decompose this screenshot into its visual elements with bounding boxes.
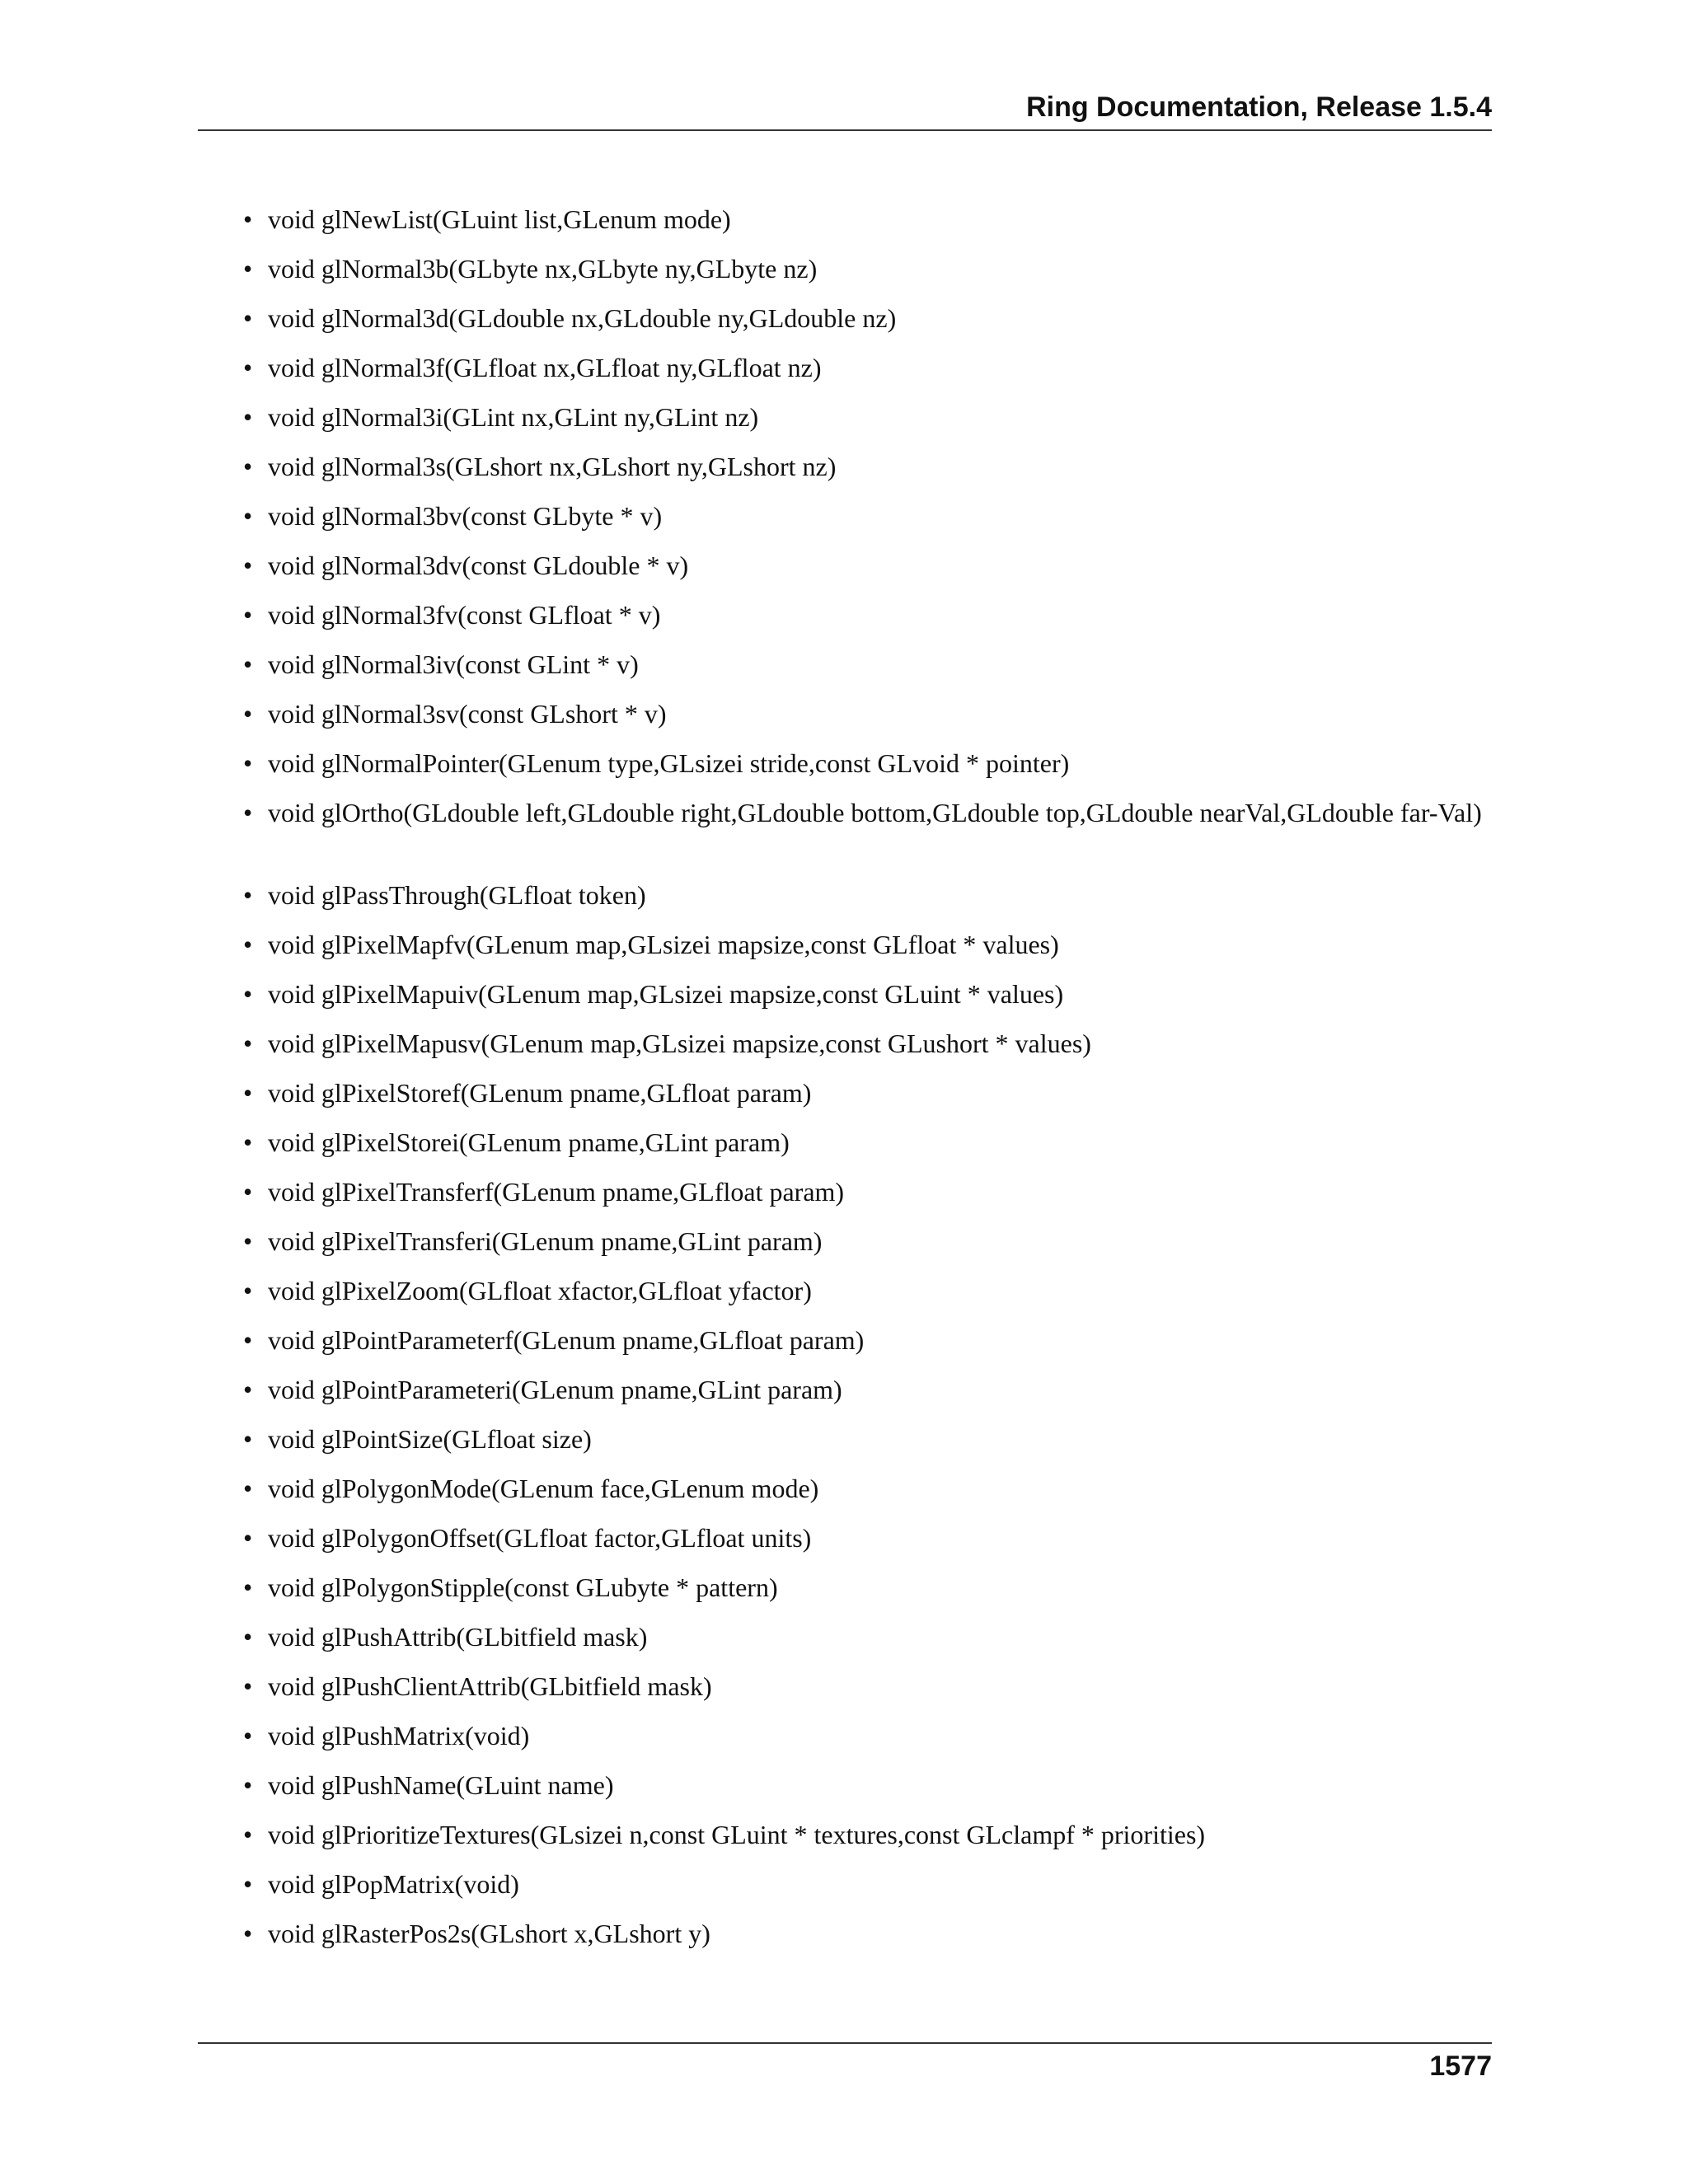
bullet-icon: •: [243, 1671, 253, 1701]
list-item: [243, 1225, 1492, 1258]
list-item: [243, 450, 1492, 483]
bullet-icon: •: [243, 501, 253, 531]
bullet-icon: •: [243, 748, 253, 778]
list-item: [243, 1126, 1492, 1159]
list-item: [243, 1521, 1492, 1554]
bullet-icon: •: [243, 1622, 253, 1652]
list-item: [243, 1571, 1492, 1604]
function-signature: void glPixelZoom(GLfloat xfactor,GLfloat yfactor): [268, 1276, 812, 1305]
page-number: 1577: [1429, 2050, 1492, 2082]
bullet-icon: •: [243, 1523, 253, 1553]
bullet-icon: •: [243, 699, 253, 729]
list-item: [243, 1620, 1492, 1653]
bullet-icon: •: [243, 1276, 253, 1305]
list-item: [243, 1175, 1492, 1208]
function-signature: void glNormal3bv(const GLbyte * v): [268, 501, 663, 531]
bullet-icon: •: [243, 254, 253, 284]
bullet-icon: •: [243, 979, 253, 1009]
bullet-icon: •: [243, 1572, 253, 1602]
function-signature: void glPointParameterf(GLenum pname,GLfloat param): [268, 1325, 865, 1355]
bullet-icon: •: [243, 204, 253, 234]
list-item: [243, 1027, 1492, 1060]
bullet-icon: •: [243, 798, 253, 827]
bullet-icon: •: [243, 1820, 253, 1849]
list-item: [243, 1818, 1492, 1851]
function-signature: void glPushClientAttrib(GLbitfield mask): [268, 1671, 712, 1701]
bullet-icon: •: [243, 600, 253, 630]
function-signature: void glNormal3iv(const GLint * v): [268, 649, 639, 679]
list-item: [243, 977, 1492, 1010]
bullet-icon: •: [243, 1226, 253, 1256]
function-signature: void glPushName(GLuint name): [268, 1770, 614, 1800]
function-signature: void glPixelStorei(GLenum pname,GLint param): [268, 1127, 790, 1157]
function-signature: void glNormalPointer(GLenum type,GLsizei stride,const GLvoid * pointer): [268, 748, 1070, 778]
list-item: [243, 928, 1492, 961]
list-item: [243, 1868, 1492, 1900]
bullet-icon: •: [243, 1770, 253, 1800]
function-signature: void glPushAttrib(GLbitfield mask): [268, 1622, 648, 1652]
function-signature: void glNormal3i(GLint nx,GLint ny,GLint nz): [268, 402, 759, 432]
list-item: [243, 302, 1492, 335]
bullet-icon: •: [243, 551, 253, 580]
list-item: [243, 1274, 1492, 1307]
list-item: [243, 1324, 1492, 1357]
list-item: [243, 1917, 1492, 1950]
list-item: [243, 1670, 1492, 1703]
list-item: [243, 747, 1492, 780]
bullet-icon: •: [243, 452, 253, 481]
list-item: [243, 1076, 1492, 1109]
function-signature: void glNormal3d(GLdouble nx,GLdouble ny,GLdouble nz): [268, 303, 897, 333]
list-item: [243, 401, 1492, 434]
bullet-icon: •: [243, 1474, 253, 1503]
function-signature: void glPixelTransferf(GLenum pname,GLfloat param): [268, 1177, 845, 1207]
function-signature: void glPrioritizeTextures(GLsizei n,const GLuint * textures,const GLclampf * priorities): [268, 1820, 1206, 1849]
function-signature: void glNormal3f(GLfloat nx,GLfloat ny,GLfloat nz): [268, 353, 822, 382]
list-item: [243, 252, 1492, 285]
function-signature: void glPixelMapusv(GLenum map,GLsizei mapsize,const GLushort * values): [268, 1029, 1091, 1058]
bullet-icon: •: [243, 1177, 253, 1207]
header-divider: [198, 129, 1492, 131]
bullet-icon: •: [243, 1029, 253, 1058]
bullet-icon: •: [243, 353, 253, 382]
list-item: [243, 1769, 1492, 1802]
bullet-icon: •: [243, 1375, 253, 1404]
bullet-icon: •: [243, 1424, 253, 1454]
list-item: [243, 351, 1492, 384]
list-item: [243, 796, 1492, 829]
function-signature: void glNormal3b(GLbyte nx,GLbyte ny,GLbyte nz): [268, 254, 818, 284]
list-item: [243, 697, 1492, 730]
list-item: [243, 1472, 1492, 1505]
bullet-icon: •: [243, 649, 253, 679]
function-signature: void glPolygonOffset(GLfloat factor,GLfloat units): [268, 1523, 812, 1553]
function-signature: void glPixelTransferi(GLenum pname,GLint param): [268, 1226, 823, 1256]
function-signature: void glNewList(GLuint list,GLenum mode): [268, 204, 731, 234]
function-signature: void glNormal3s(GLshort nx,GLshort ny,GLshort nz): [268, 452, 837, 481]
list-item: [243, 203, 1492, 236]
function-signature: void glPushMatrix(void): [268, 1721, 530, 1750]
list-item: [243, 598, 1492, 631]
running-header-title: Ring Documentation, Release 1.5.4: [1026, 91, 1492, 123]
function-signature: void glPointParameteri(GLenum pname,GLint param): [268, 1375, 842, 1404]
footer-divider: [198, 2042, 1492, 2044]
list-item: [243, 1373, 1492, 1406]
function-signature: void glNormal3dv(const GLdouble * v): [268, 551, 689, 580]
function-signature: void glPointSize(GLfloat size): [268, 1424, 592, 1454]
function-signature: void glPassThrough(GLfloat token): [268, 880, 646, 910]
function-signature: void glRasterPos2s(GLshort x,GLshort y): [268, 1919, 710, 1948]
bullet-icon: •: [243, 1869, 253, 1899]
bullet-icon: •: [243, 1919, 253, 1948]
function-signature: void glOrtho(GLdouble left,GLdouble right,GLdouble bottom,GLdouble top,GLdouble nearVal,GLdouble far-Val): [268, 798, 1482, 827]
list-item: [243, 1422, 1492, 1455]
function-signature: void glPopMatrix(void): [268, 1869, 519, 1899]
list-item: [243, 648, 1492, 681]
function-signature: void glPixelStoref(GLenum pname,GLfloat param): [268, 1078, 812, 1108]
list-item: [243, 879, 1492, 912]
bullet-icon: •: [243, 930, 253, 959]
function-signature: void glPolygonStipple(const GLubyte * pattern): [268, 1572, 778, 1602]
list-item: [243, 499, 1492, 532]
function-signature: void glNormal3fv(const GLfloat * v): [268, 600, 661, 630]
bullet-icon: •: [243, 303, 253, 333]
function-signature: void glPolygonMode(GLenum face,GLenum mode): [268, 1474, 819, 1503]
bullet-icon: •: [243, 1721, 253, 1750]
function-signature: void glPixelMapuiv(GLenum map,GLsizei mapsize,const GLuint * values): [268, 979, 1064, 1009]
function-signature: void glNormal3sv(const GLshort * v): [268, 699, 667, 729]
list-item: [243, 1719, 1492, 1752]
list-item: [243, 549, 1492, 582]
bullet-icon: •: [243, 880, 253, 910]
bullet-icon: •: [243, 1127, 253, 1157]
function-signature: void glPixelMapfv(GLenum map,GLsizei mapsize,const GLfloat * values): [268, 930, 1059, 959]
bullet-icon: •: [243, 1325, 253, 1355]
bullet-icon: •: [243, 1078, 253, 1108]
bullet-icon: •: [243, 402, 253, 432]
